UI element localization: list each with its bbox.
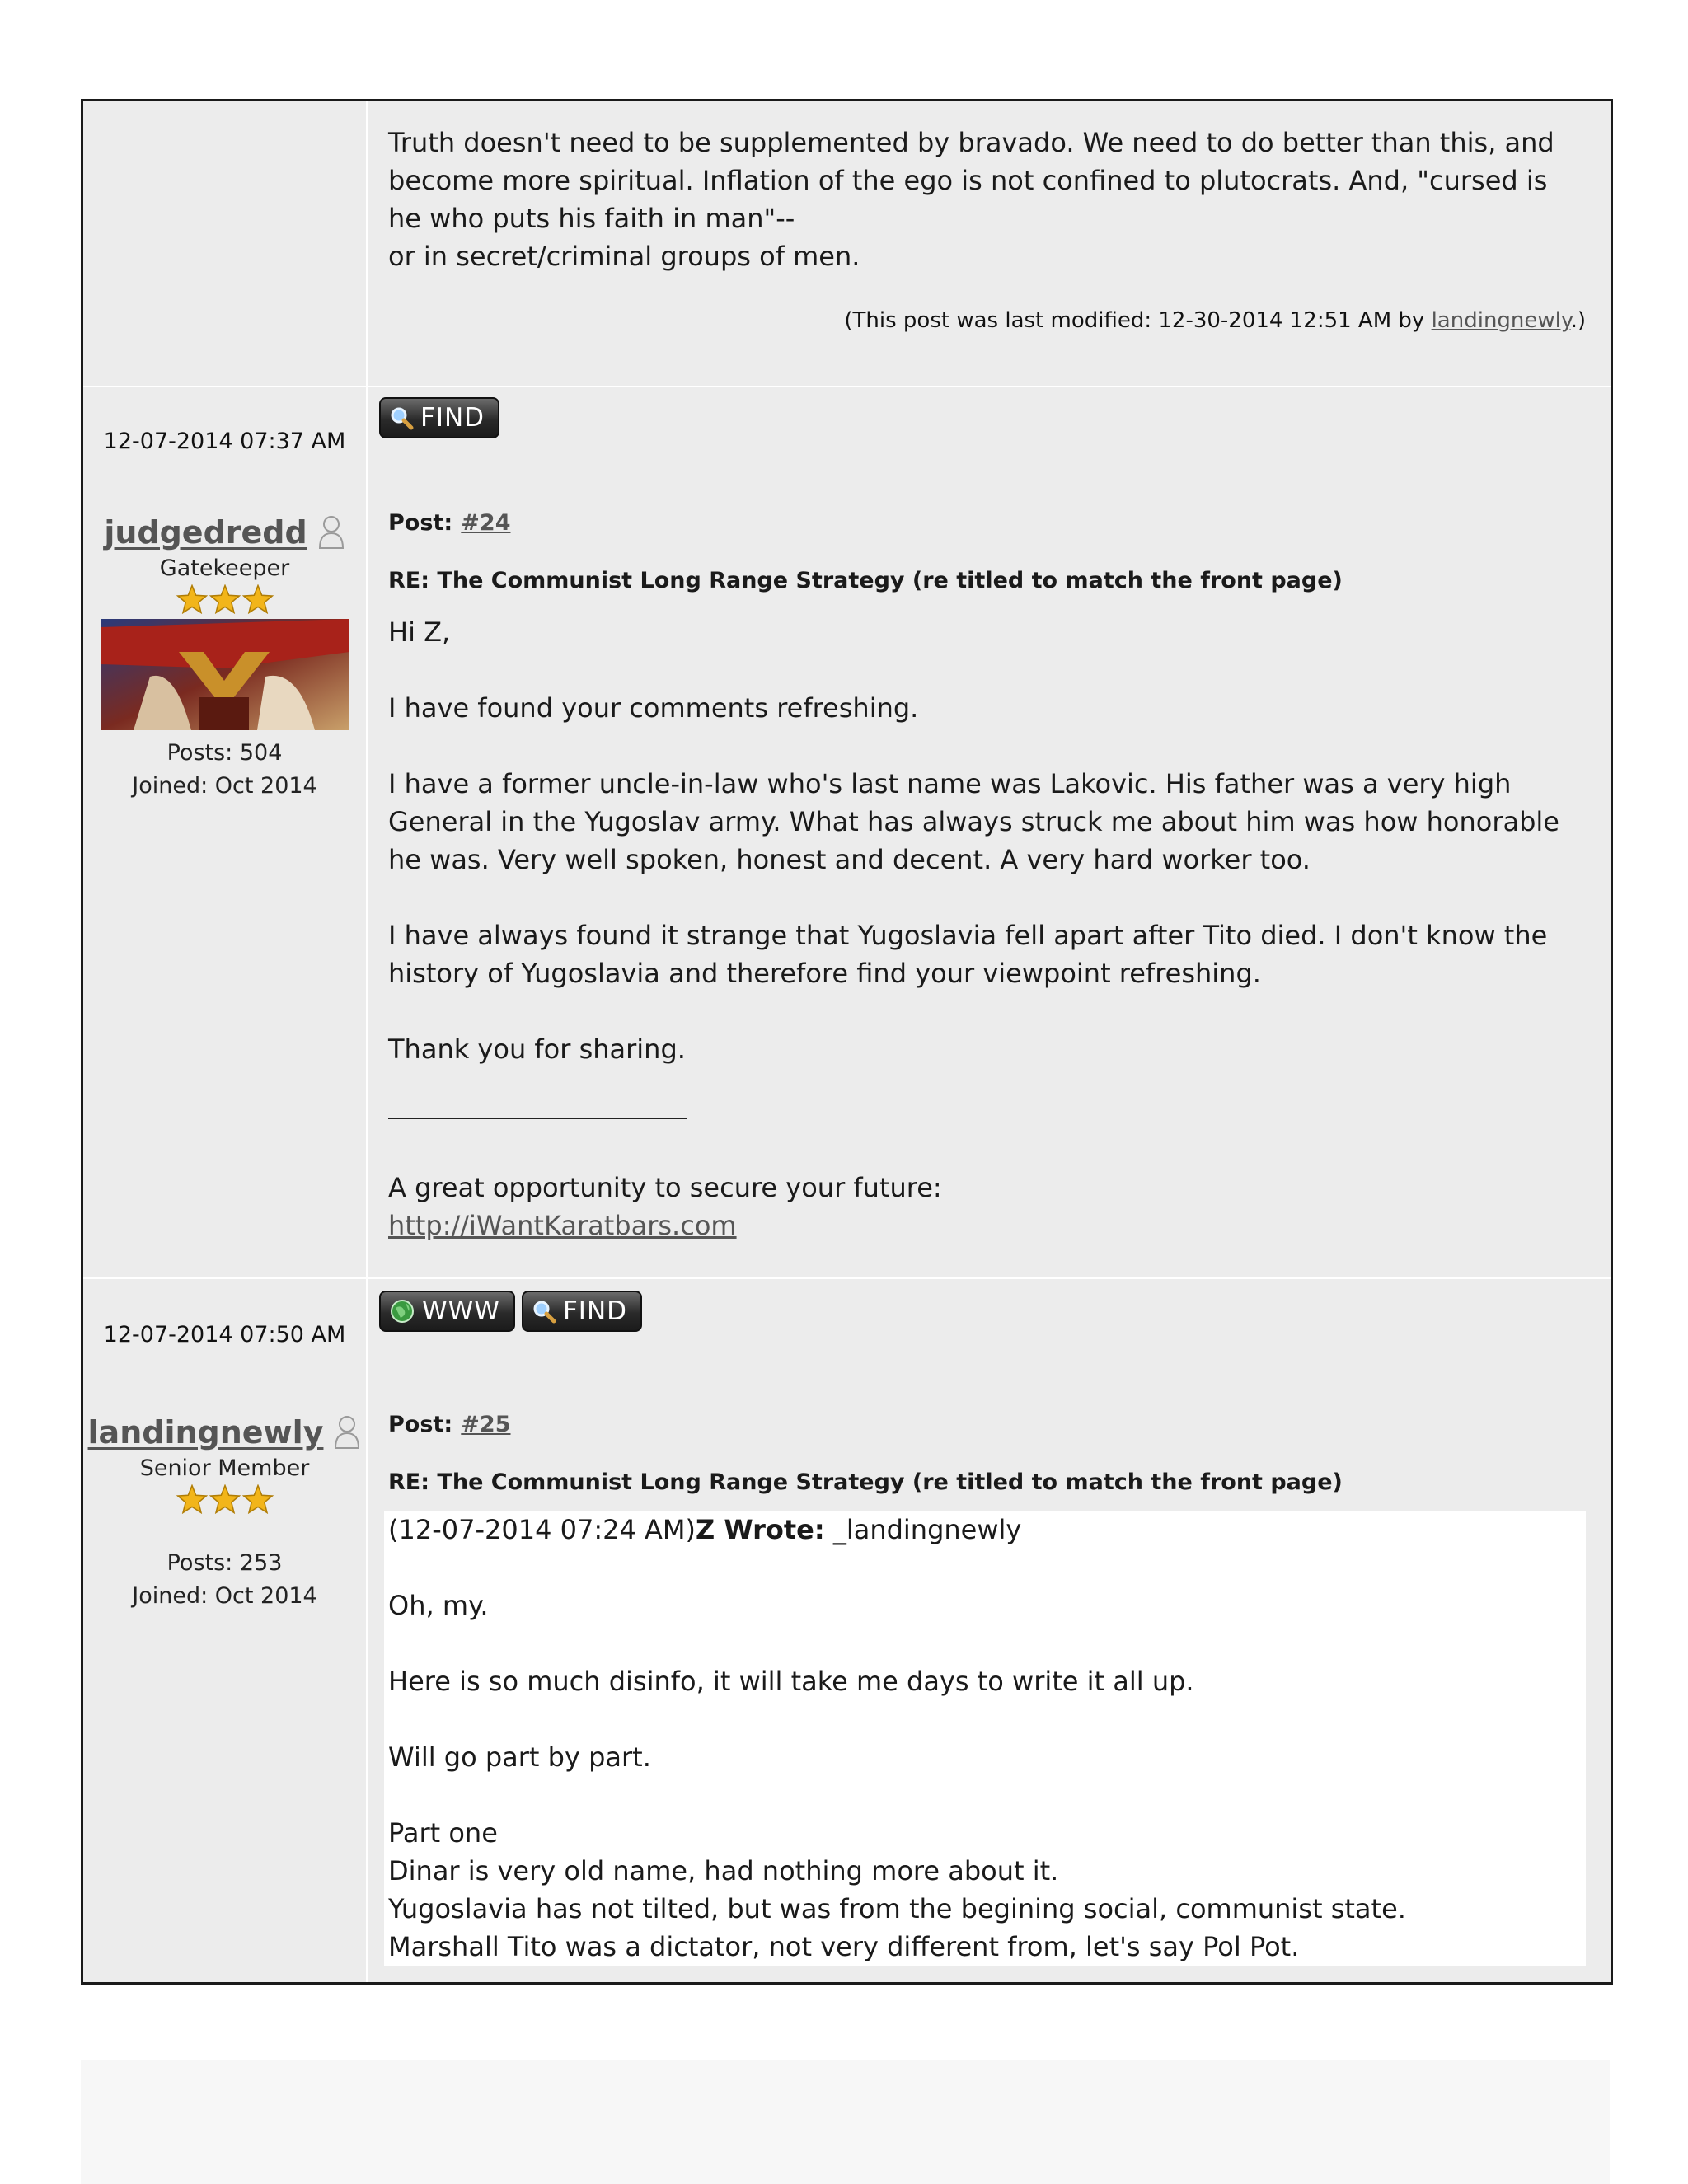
quote-line: Dinar is very old name, had nothing more about it. xyxy=(388,1855,1059,1886)
author-avatar[interactable] xyxy=(101,619,349,730)
author-cell xyxy=(83,1391,368,1982)
post-continued xyxy=(83,101,1611,386)
post-actions xyxy=(368,1279,1611,1391)
quote-line: Will go part by part. xyxy=(388,1741,651,1773)
magnifier-icon xyxy=(389,405,414,430)
post-subject: RE: The Communist Long Range Strategy (re titled to match the front page) xyxy=(388,1469,1343,1495)
post-footer xyxy=(83,1277,1611,1391)
star-icon xyxy=(176,1484,208,1514)
post-body xyxy=(368,490,1611,1277)
post-number-label: Post: xyxy=(388,510,453,536)
author-stars xyxy=(83,1484,366,1514)
post-body xyxy=(368,1391,1611,1982)
post-subject: RE: The Communist Long Range Strategy (re titled to match the front page) xyxy=(388,568,1343,593)
modified-suffix: .) xyxy=(1570,308,1586,333)
quote-line: Yugoslavia has not tilted, but was from the begining social, communist state. xyxy=(388,1893,1406,1924)
author-username[interactable]: judgedredd xyxy=(104,514,307,551)
signature-link[interactable]: http://iWantKaratbars.com xyxy=(388,1210,737,1241)
post-text: or in secret/criminal groups of men. xyxy=(388,241,860,272)
quote-block xyxy=(384,1511,1586,1966)
post-modified-note xyxy=(388,302,1586,340)
user-offline-icon xyxy=(317,515,345,550)
author-rank: Gatekeeper xyxy=(159,555,290,581)
star-icon xyxy=(242,1484,274,1514)
www-button-label: WWW xyxy=(422,1296,500,1326)
post-text: Truth doesn't need to be supplemented by bravado. We need to do better than this, and become more spiritual. Inflation of the ego is not confined to plutocrats. And, "cursed is he who puts his faith in man"-- xyxy=(388,127,1554,234)
post-text: I have always found it strange that Yugoslavia fell apart after Tito died. I don't know the history of Yugoslavia and therefore find your viewpoint refreshing. xyxy=(388,920,1548,989)
quote-line: Marshall Tito was a dictator, not very different from, let's say Pol Pot. xyxy=(388,1931,1300,1962)
quote-header-rest: _landingnewly xyxy=(832,1514,1022,1545)
post-number-link[interactable]: #24 xyxy=(461,510,511,536)
quote-author: Z Wrote: xyxy=(696,1514,825,1545)
author-rank: Senior Member xyxy=(139,1455,310,1481)
author-username[interactable]: landingnewly xyxy=(87,1414,324,1451)
user-offline-icon xyxy=(333,1415,361,1450)
post-25 xyxy=(83,1391,1611,1982)
find-button-label: FIND xyxy=(562,1296,628,1326)
post-body xyxy=(368,101,1611,386)
author-post-count: Posts: 253 xyxy=(166,1550,283,1576)
thread-posts xyxy=(81,99,1613,1985)
star-icon xyxy=(176,584,208,614)
post-date: 12-07-2014 07:37 AM xyxy=(83,387,368,490)
star-icon xyxy=(242,584,274,614)
quote-line: Part one xyxy=(388,1817,498,1849)
quote-time: (12-07-2014 07:24 AM) xyxy=(388,1514,696,1545)
post-number-label: Post: xyxy=(388,1412,453,1437)
modified-prefix: (This post was last modified: 12-30-2014 12:51 AM by xyxy=(844,308,1425,333)
star-icon xyxy=(209,1484,241,1514)
author-post-count: Posts: 504 xyxy=(166,740,283,766)
quote-line: Here is so much disinfo, it will take me days to write it all up. xyxy=(388,1666,1194,1697)
post-actions xyxy=(368,387,1611,490)
author-stars xyxy=(83,584,366,614)
find-button[interactable] xyxy=(522,1291,642,1332)
author-joined: Joined: Oct 2014 xyxy=(132,1583,317,1609)
post-footer xyxy=(83,386,1611,490)
post-number-link[interactable]: #25 xyxy=(461,1412,511,1437)
post-text: Hi Z, xyxy=(388,616,451,648)
modified-by-link[interactable]: landingnewly xyxy=(1431,308,1571,333)
page-bottom-band xyxy=(81,2060,1610,2184)
post-24 xyxy=(83,490,1611,1277)
quote-header xyxy=(388,1511,1578,1549)
post-date: 12-07-2014 07:50 AM xyxy=(83,1279,368,1391)
find-button-label: FIND xyxy=(420,403,485,433)
find-button[interactable] xyxy=(379,397,499,438)
signature-text: A great opportunity to secure your future: xyxy=(388,1172,942,1203)
author-cell-empty xyxy=(83,101,368,386)
star-icon xyxy=(209,584,241,614)
quote-line: Oh, my. xyxy=(388,1590,489,1621)
post-text: Thank you for sharing. xyxy=(388,1033,686,1065)
signature-divider xyxy=(388,1118,687,1119)
author-cell xyxy=(83,490,368,1277)
globe-icon xyxy=(389,1298,415,1324)
author-joined: Joined: Oct 2014 xyxy=(132,773,317,799)
www-button[interactable] xyxy=(379,1291,515,1332)
post-text: I have found your comments refreshing. xyxy=(388,692,919,724)
magnifier-icon xyxy=(532,1299,556,1324)
post-text: I have a former uncle-in-law who's last name was Lakovic. His father was a very high General in the Yugoslav army. What has always struck me about him was how honorable he was. Very well spoken, honest and decent. A very hard worker too. xyxy=(388,768,1559,875)
